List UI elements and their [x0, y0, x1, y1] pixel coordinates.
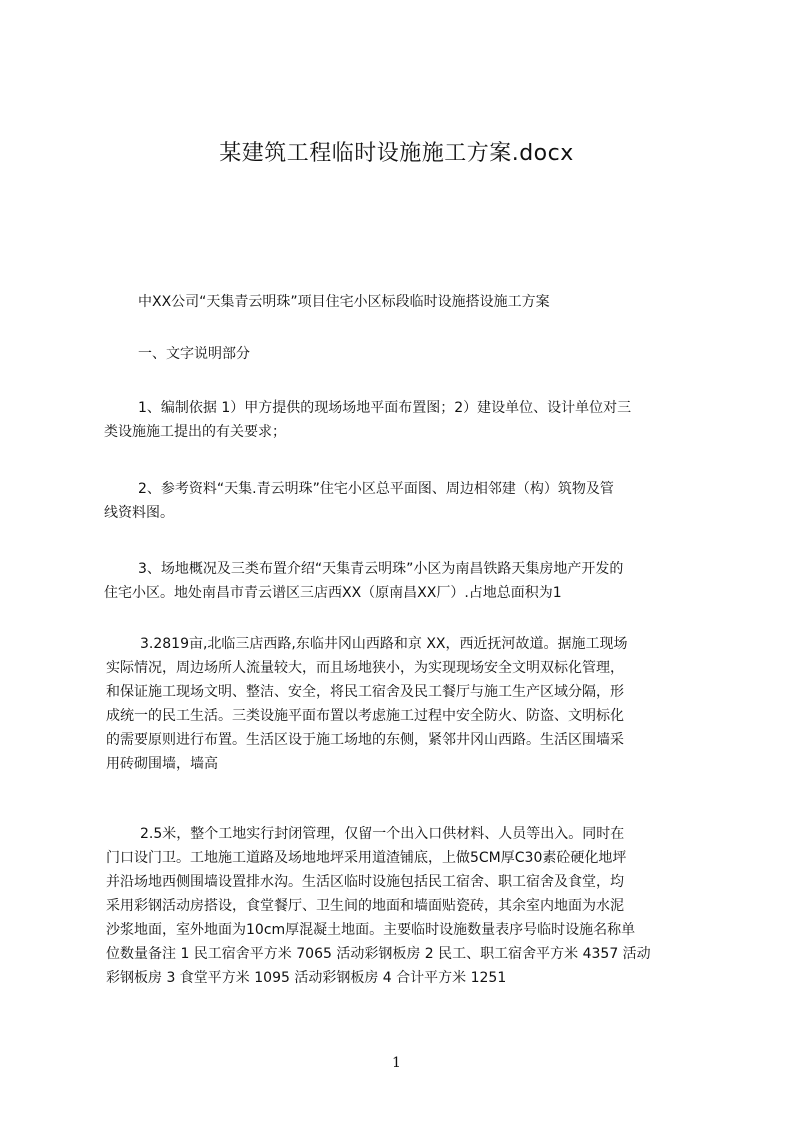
text-line: 位数量备注 1 民工宿舍平方米 7065 活动彩钢板房 2 民工、职工宿舍平方米 4357 活动	[106, 946, 651, 962]
page-number: 1	[392, 1055, 401, 1071]
text-line: 3、场地概况及三类布置介绍“天集青云明珠”小区为南昌铁路天集房地产开发的	[138, 561, 624, 577]
paragraph-references	[104, 477, 712, 525]
section-heading	[138, 342, 746, 366]
paragraph-site-details	[106, 632, 714, 776]
text-line: 成统一的民工生活。三类设施平面布置以考虑施工过程中安全防火、防盗、文明标化	[106, 708, 624, 724]
text-line: 1、编制依据 1）甲方提供的现场场地平面布置图；2）建设单位、设计单位对三	[138, 400, 632, 416]
paragraph-basis	[104, 396, 712, 444]
text-line: 住宅小区。地处南昌市青云谱区三店西XX（原南昌XX厂）.占地总面积为1	[104, 585, 562, 601]
text-line: 中XX公司“天集青云明珠”项目住宅小区标段临时设施搭设施工方案	[138, 294, 550, 310]
text-line: 实际情况，周边场所人流量较大，而且场地狭小，为实现现场安全文明双标化管理，	[106, 660, 624, 676]
text-line: 2、参考资料“天集.青云明珠”住宅小区总平面图、周边相邻建（构）筑物及管	[138, 481, 614, 497]
text-line: 类设施施工提出的有关要求；	[104, 424, 286, 440]
paragraph-site-overview	[104, 557, 712, 605]
text-line: 的需要原则进行布置。生活区设于施工场地的东侧，紧邻井冈山西路。生活区围墙采	[106, 732, 624, 748]
text-line: 一、文字说明部分	[138, 346, 250, 362]
text-line: 3.2819亩,北临三店西路,东临井冈山西路和京 XX，西近抚河故道。据施工现场	[140, 636, 628, 652]
text-line: 采用彩钢活动房搭设，食堂餐厅、卫生间的地面和墙面贴瓷砖，其余室内地面为水泥	[106, 898, 624, 914]
text-line: 2.5米，整个工地实行封闭管理，仅留一个出入口供材料、人员等出入。同时在	[140, 826, 625, 842]
text-line: 沙浆地面，室外地面为10cm厚混凝土地面。主要临时设施数量表序号临时设施名称单	[106, 922, 636, 938]
text-line: 线资料图。	[104, 505, 174, 521]
text-line: 和保证施工现场文明、整洁、安全，将民工宿舍及民工餐厅与施工生产区域分隔，形	[106, 684, 624, 700]
text-line: 用砖砌围墙，墙高	[106, 756, 218, 772]
paragraph-project-title	[138, 290, 746, 314]
paragraph-facilities	[106, 822, 714, 990]
text-line: 门口设门卫。工地施工道路及场地地坪采用道渣铺底，上做5CM厚C30素砼硬化地坪	[106, 850, 627, 866]
document-title: 某建筑工程临时设施施工方案.docx	[219, 141, 574, 166]
text-line: 并沿场地西侧围墙设置排水沟。生活区临时设施包括民工宿舍、职工宿舍及食堂，均	[106, 874, 624, 890]
text-line: 彩钢板房 3 食堂平方米 1095 活动彩钢板房 4 合计平方米 1251	[106, 970, 507, 986]
